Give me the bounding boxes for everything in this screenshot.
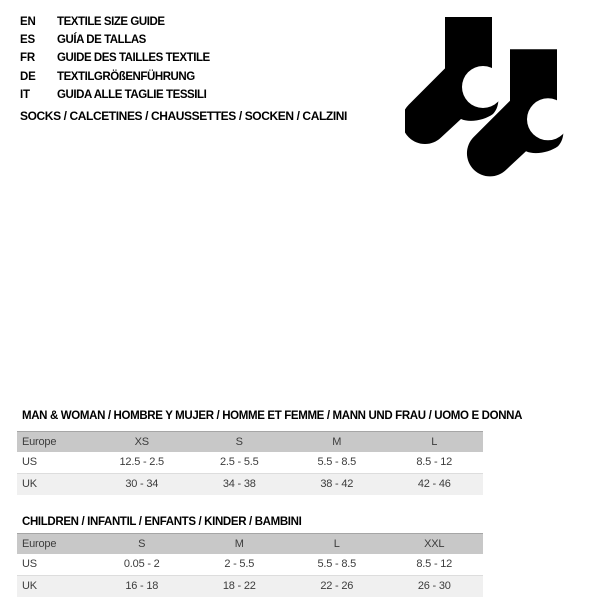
language-code: FR (20, 52, 35, 65)
table-cell: 0.05 - 2 (123, 558, 160, 570)
category-heading: SOCKS / CALCETINES / CHAUSSETTES / SOCKEN / CALZINI (20, 109, 347, 123)
table-cell: 5.5 - 8.5 (317, 558, 357, 570)
size-table-children (17, 533, 483, 597)
language-list (20, 13, 210, 104)
table-row-uk (17, 576, 483, 597)
table-cell: 34 - 38 (222, 478, 256, 490)
column-header: XS (134, 436, 149, 448)
table-cell: 18 - 22 (222, 580, 256, 592)
table-cell: 42 - 46 (417, 478, 451, 490)
language-row-es (20, 31, 210, 49)
language-code: DE (20, 70, 36, 83)
language-label: TEXTILGRÖßENFÜHRUNG (57, 70, 195, 83)
socks-icon (405, 17, 571, 177)
language-row-de (20, 68, 210, 86)
row-label: UK (22, 478, 37, 490)
language-row-en (20, 13, 210, 31)
language-code: ES (20, 34, 35, 47)
column-header: L (431, 436, 438, 448)
row-label: US (22, 558, 37, 570)
table-cell: 38 - 42 (320, 478, 354, 490)
table-cell: 2.5 - 5.5 (219, 456, 259, 468)
language-row-fr (20, 49, 210, 67)
table-cell: 16 - 18 (125, 580, 159, 592)
table-cell: 8.5 - 12 (416, 558, 453, 570)
table-row-us (17, 554, 483, 576)
language-label: TEXTILE SIZE GUIDE (57, 16, 165, 29)
language-row-it (20, 86, 210, 104)
column-header: Europe (22, 538, 57, 550)
table-cell: 2 - 5.5 (224, 558, 255, 570)
language-label: GUÍA DE TALLAS (57, 34, 146, 47)
table-cell: 8.5 - 12 (416, 456, 453, 468)
language-code: EN (20, 16, 36, 29)
table-cell: 26 - 30 (417, 580, 451, 592)
language-code: IT (20, 88, 30, 101)
column-header: Europe (22, 436, 57, 448)
row-label: UK (22, 580, 37, 592)
language-label: GUIDE DES TAILLES TEXTILE (57, 52, 210, 65)
column-header: L (333, 538, 340, 550)
column-header: XXL (424, 538, 445, 550)
table-row-us (17, 452, 483, 474)
column-header: M (332, 436, 342, 448)
column-header: S (138, 538, 146, 550)
size-table-man-woman (17, 431, 483, 495)
table-title-man-woman: MAN & WOMAN / HOMBRE Y MUJER / HOMME ET FEMME / MANN UND FRAU / UOMO E DONNA (22, 410, 523, 422)
table-header-row (17, 431, 483, 452)
column-header: M (234, 538, 244, 550)
table-cell: 5.5 - 8.5 (317, 456, 357, 468)
table-row-uk (17, 474, 483, 495)
language-label: GUIDA ALLE TAGLIE TESSILI (57, 88, 207, 101)
table-title-children: CHILDREN / INFANTIL / ENFANTS / KINDER / BAMBINI (22, 516, 302, 528)
table-cell: 22 - 26 (320, 580, 354, 592)
column-header: S (235, 436, 243, 448)
row-label: US (22, 456, 37, 468)
table-cell: 30 - 34 (125, 478, 159, 490)
table-header-row (17, 533, 483, 554)
table-cell: 12.5 - 2.5 (119, 456, 164, 468)
